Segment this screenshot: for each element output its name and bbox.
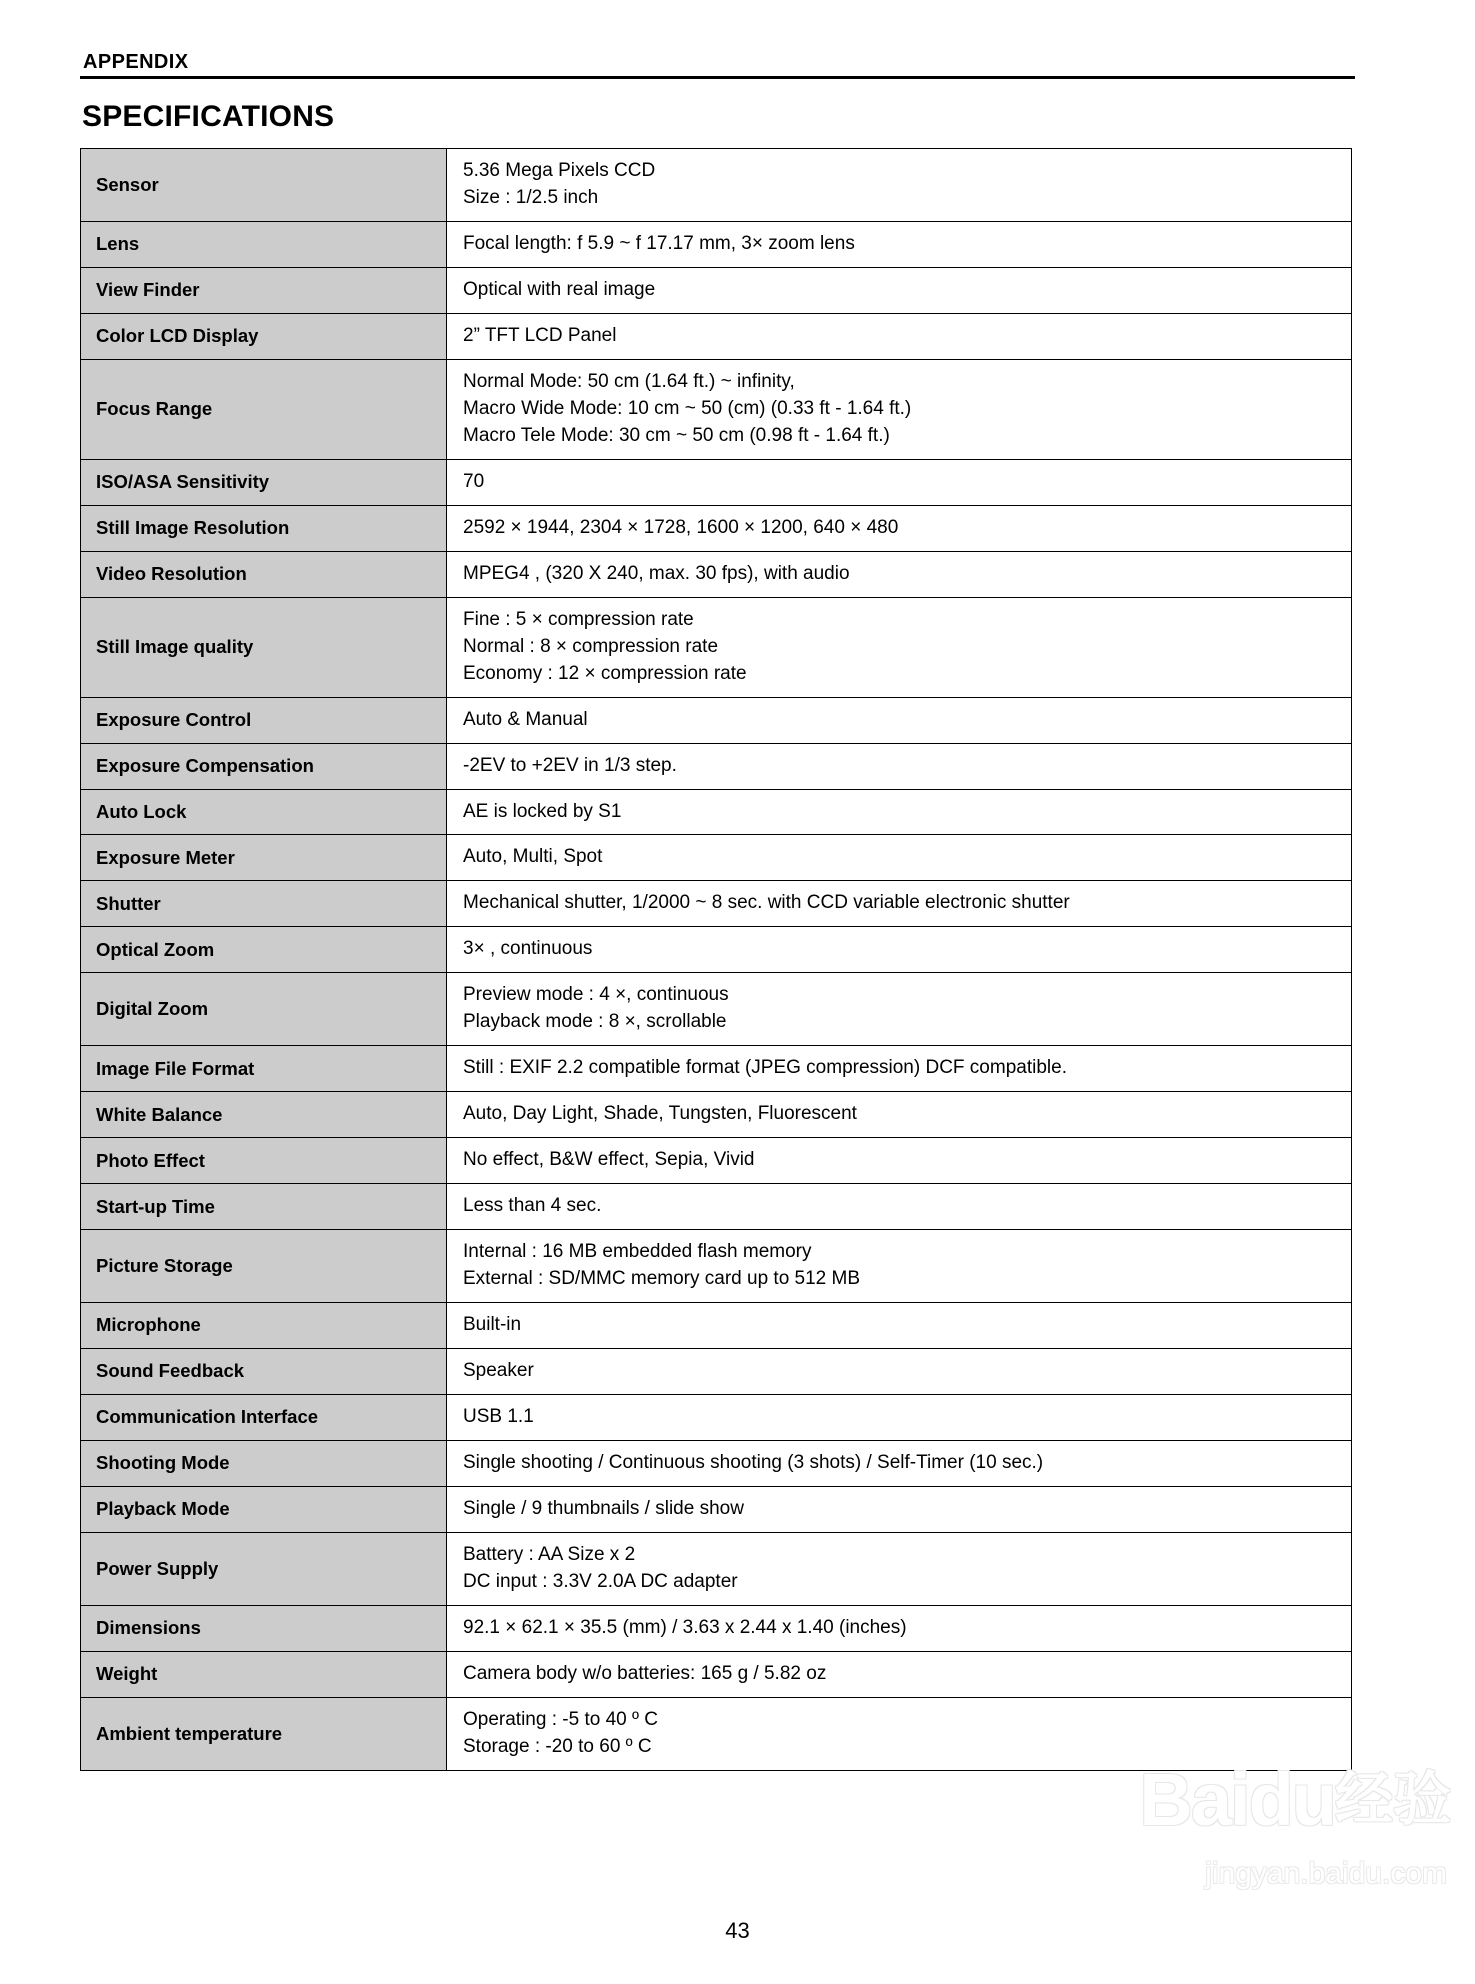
table-row [81,1532,1352,1605]
spec-value-line: Auto, Multi, Spot [463,846,603,868]
spec-value-cell [447,1092,1352,1138]
spec-key-cell: Start-up Time [81,1184,447,1230]
spec-value-cell [447,1046,1352,1092]
spec-key-cell: View Finder [81,267,447,313]
watermark-brand-suffix: 经验 [1334,1767,1451,1832]
table-row [81,743,1352,789]
spec-value-cell [447,1605,1352,1651]
spec-key-cell: Still Image quality [81,597,447,697]
spec-value-line: AE is locked by S1 [463,800,622,822]
spec-value-line: Normal : 8 × compression rate [463,635,719,657]
table-row [81,1184,1352,1230]
table-row [81,313,1352,359]
table-row [81,1697,1352,1770]
page-title: SPECIFICATIONS [82,100,335,133]
spec-key-cell: White Balance [81,1092,447,1138]
spec-value-cell [447,927,1352,973]
spec-value-cell [447,149,1352,222]
spec-value-line: 5.36 Mega Pixels CCD [463,160,656,181]
spec-value-cell [447,1651,1352,1697]
spec-value-cell [447,1395,1352,1441]
table-row [81,789,1352,835]
table-row [81,881,1352,927]
table-row [81,927,1352,973]
spec-key-cell: Sound Feedback [81,1349,447,1395]
header-divider [80,76,1355,79]
specifications-table-body [81,149,1352,1771]
table-row [81,1303,1352,1349]
spec-value-cell [447,1487,1352,1533]
table-row [81,1605,1352,1651]
spec-value-line: DC input : 3.3V 2.0A DC adapter [463,1570,738,1592]
spec-value-line: Auto & Manual [463,708,588,730]
table-row [81,1487,1352,1533]
spec-value-cell [447,221,1352,267]
spec-value-line: Auto, Day Light, Shade, Tungsten, Fluorescent [463,1103,857,1125]
table-row [81,221,1352,267]
spec-value-line: Size : 1/2.5 inch [463,186,599,208]
table-row [81,149,1352,222]
spec-value-cell [447,505,1352,551]
table-row [81,697,1352,743]
table-row [81,835,1352,881]
spec-value-cell [447,1697,1352,1770]
table-row [81,1395,1352,1441]
table-row [81,597,1352,697]
spec-value-line: Preview mode : 4 ×, continuous [463,984,729,1006]
spec-key-cell: Picture Storage [81,1230,447,1303]
table-row [81,1651,1352,1697]
spec-key-cell: Sensor [81,149,447,222]
specifications-table [80,148,1352,1771]
spec-value-line: 2592 × 1944, 2304 × 1728, 1600 × 1200, 640 × 480 [463,516,899,538]
spec-value-line: Macro Wide Mode: 10 cm ~ 50 (cm) (0.33 ft - 1.64 ft.) [463,397,912,419]
table-row [81,1441,1352,1487]
spec-value-cell [447,743,1352,789]
table-row [81,551,1352,597]
table-row [81,1092,1352,1138]
section-label: APPENDIX [83,51,189,73]
spec-value-line: USB 1.1 [463,1406,534,1428]
spec-value-cell [447,459,1352,505]
table-row [81,1349,1352,1395]
spec-key-cell: Auto Lock [81,789,447,835]
spec-value-line: Playback mode : 8 ×, scrollable [463,1011,727,1033]
spec-value-cell [447,597,1352,697]
spec-key-cell: Photo Effect [81,1138,447,1184]
spec-value-line: Storage : -20 to 60 º C [463,1735,652,1757]
spec-key-cell: Still Image Resolution [81,505,447,551]
spec-key-cell: Communication Interface [81,1395,447,1441]
spec-key-cell: ISO/ASA Sensitivity [81,459,447,505]
spec-value-cell [447,973,1352,1046]
spec-value-line: Optical with real image [463,278,656,300]
spec-value-line: MPEG4 , (320 X 240, max. 30 fps), with audio [463,562,850,584]
spec-value-line: -2EV to +2EV in 1/3 step. [463,754,677,776]
baidu-watermark [1139,1758,1469,1938]
spec-value-line: 70 [463,470,485,492]
page-number: 43 [725,1918,750,1943]
spec-value-cell [447,1532,1352,1605]
spec-value-line: Less than 4 sec. [463,1195,602,1217]
spec-value-line: Operating : -5 to 40 º C [463,1708,658,1730]
spec-value-line: Internal : 16 MB embedded flash memory [463,1241,812,1263]
spec-key-cell: Lens [81,221,447,267]
spec-value-cell [447,313,1352,359]
spec-value-cell [447,835,1352,881]
spec-key-cell: Digital Zoom [81,973,447,1046]
spec-value-cell [447,1303,1352,1349]
table-row [81,973,1352,1046]
table-row [81,359,1352,459]
spec-value-line: Macro Tele Mode: 30 cm ~ 50 cm (0.98 ft - 1.64 ft.) [463,424,890,446]
table-row [81,1046,1352,1092]
spec-key-cell: Ambient temperature [81,1697,447,1770]
spec-value-line: Focal length: f 5.9 ~ f 17.17 mm, 3× zoom lens [463,232,855,254]
spec-value-cell [447,881,1352,927]
spec-key-cell: Exposure Meter [81,835,447,881]
spec-value-line: External : SD/MMC memory card up to 512 MB [463,1268,861,1290]
spec-value-line: 92.1 × 62.1 × 35.5 (mm) / 3.63 x 2.44 x 1.40 (inches) [463,1616,907,1638]
spec-key-cell: Exposure Compensation [81,743,447,789]
spec-value-cell [447,267,1352,313]
spec-key-cell: Exposure Control [81,697,447,743]
spec-value-cell [447,1441,1352,1487]
spec-value-cell [447,1184,1352,1230]
watermark-brand [1139,1758,1451,1841]
spec-key-cell: Focus Range [81,359,447,459]
spec-value-line: Camera body w/o batteries: 165 g / 5.82 oz [463,1662,827,1684]
spec-value-cell [447,1230,1352,1303]
spec-value-line: Speaker [463,1360,534,1382]
spec-value-line: 2” TFT LCD Panel [463,324,617,346]
spec-value-line: No effect, B&W effect, Sepia, Vivid [463,1149,755,1171]
page-header [80,52,1355,79]
spec-key-cell: Weight [81,1651,447,1697]
table-row [81,505,1352,551]
spec-value-line: Single shooting / Continuous shooting (3 shots) / Self-Timer (10 sec.) [463,1452,1044,1474]
watermark-brand-text: Baidu [1139,1758,1335,1841]
spec-value-cell [447,697,1352,743]
spec-key-cell: Color LCD Display [81,313,447,359]
spec-key-cell: Dimensions [81,1605,447,1651]
table-row [81,267,1352,313]
spec-key-cell: Shooting Mode [81,1441,447,1487]
spec-value-line: Fine : 5 × compression rate [463,608,694,630]
spec-value-cell [447,1349,1352,1395]
watermark-url: jingyan.baidu.com [1205,1857,1447,1890]
spec-key-cell: Power Supply [81,1532,447,1605]
table-row [81,1138,1352,1184]
spec-value-cell [447,789,1352,835]
spec-value-line: Built-in [463,1314,522,1336]
table-row [81,1230,1352,1303]
spec-key-cell: Optical Zoom [81,927,447,973]
spec-key-cell: Microphone [81,1303,447,1349]
spec-key-cell: Shutter [81,881,447,927]
table-row [81,459,1352,505]
spec-value-cell [447,551,1352,597]
spec-value-cell [447,359,1352,459]
spec-value-line: Single / 9 thumbnails / slide show [463,1498,744,1519]
spec-value-line: Economy : 12 × compression rate [463,662,747,684]
spec-key-cell: Image File Format [81,1046,447,1092]
spec-value-line: Still : EXIF 2.2 compatible format (JPEG compression) DCF compatible. [463,1057,1067,1079]
spec-value-line: Normal Mode: 50 cm (1.64 ft.) ~ infinity, [463,370,795,392]
spec-value-line: Battery : AA Size x 2 [463,1543,636,1565]
spec-key-cell: Playback Mode [81,1487,447,1533]
spec-key-cell: Video Resolution [81,551,447,597]
spec-value-line: 3× , continuous [463,938,593,960]
spec-value-line: Mechanical shutter, 1/2000 ~ 8 sec. with CCD variable electronic shutter [463,892,1070,914]
spec-value-cell [447,1138,1352,1184]
